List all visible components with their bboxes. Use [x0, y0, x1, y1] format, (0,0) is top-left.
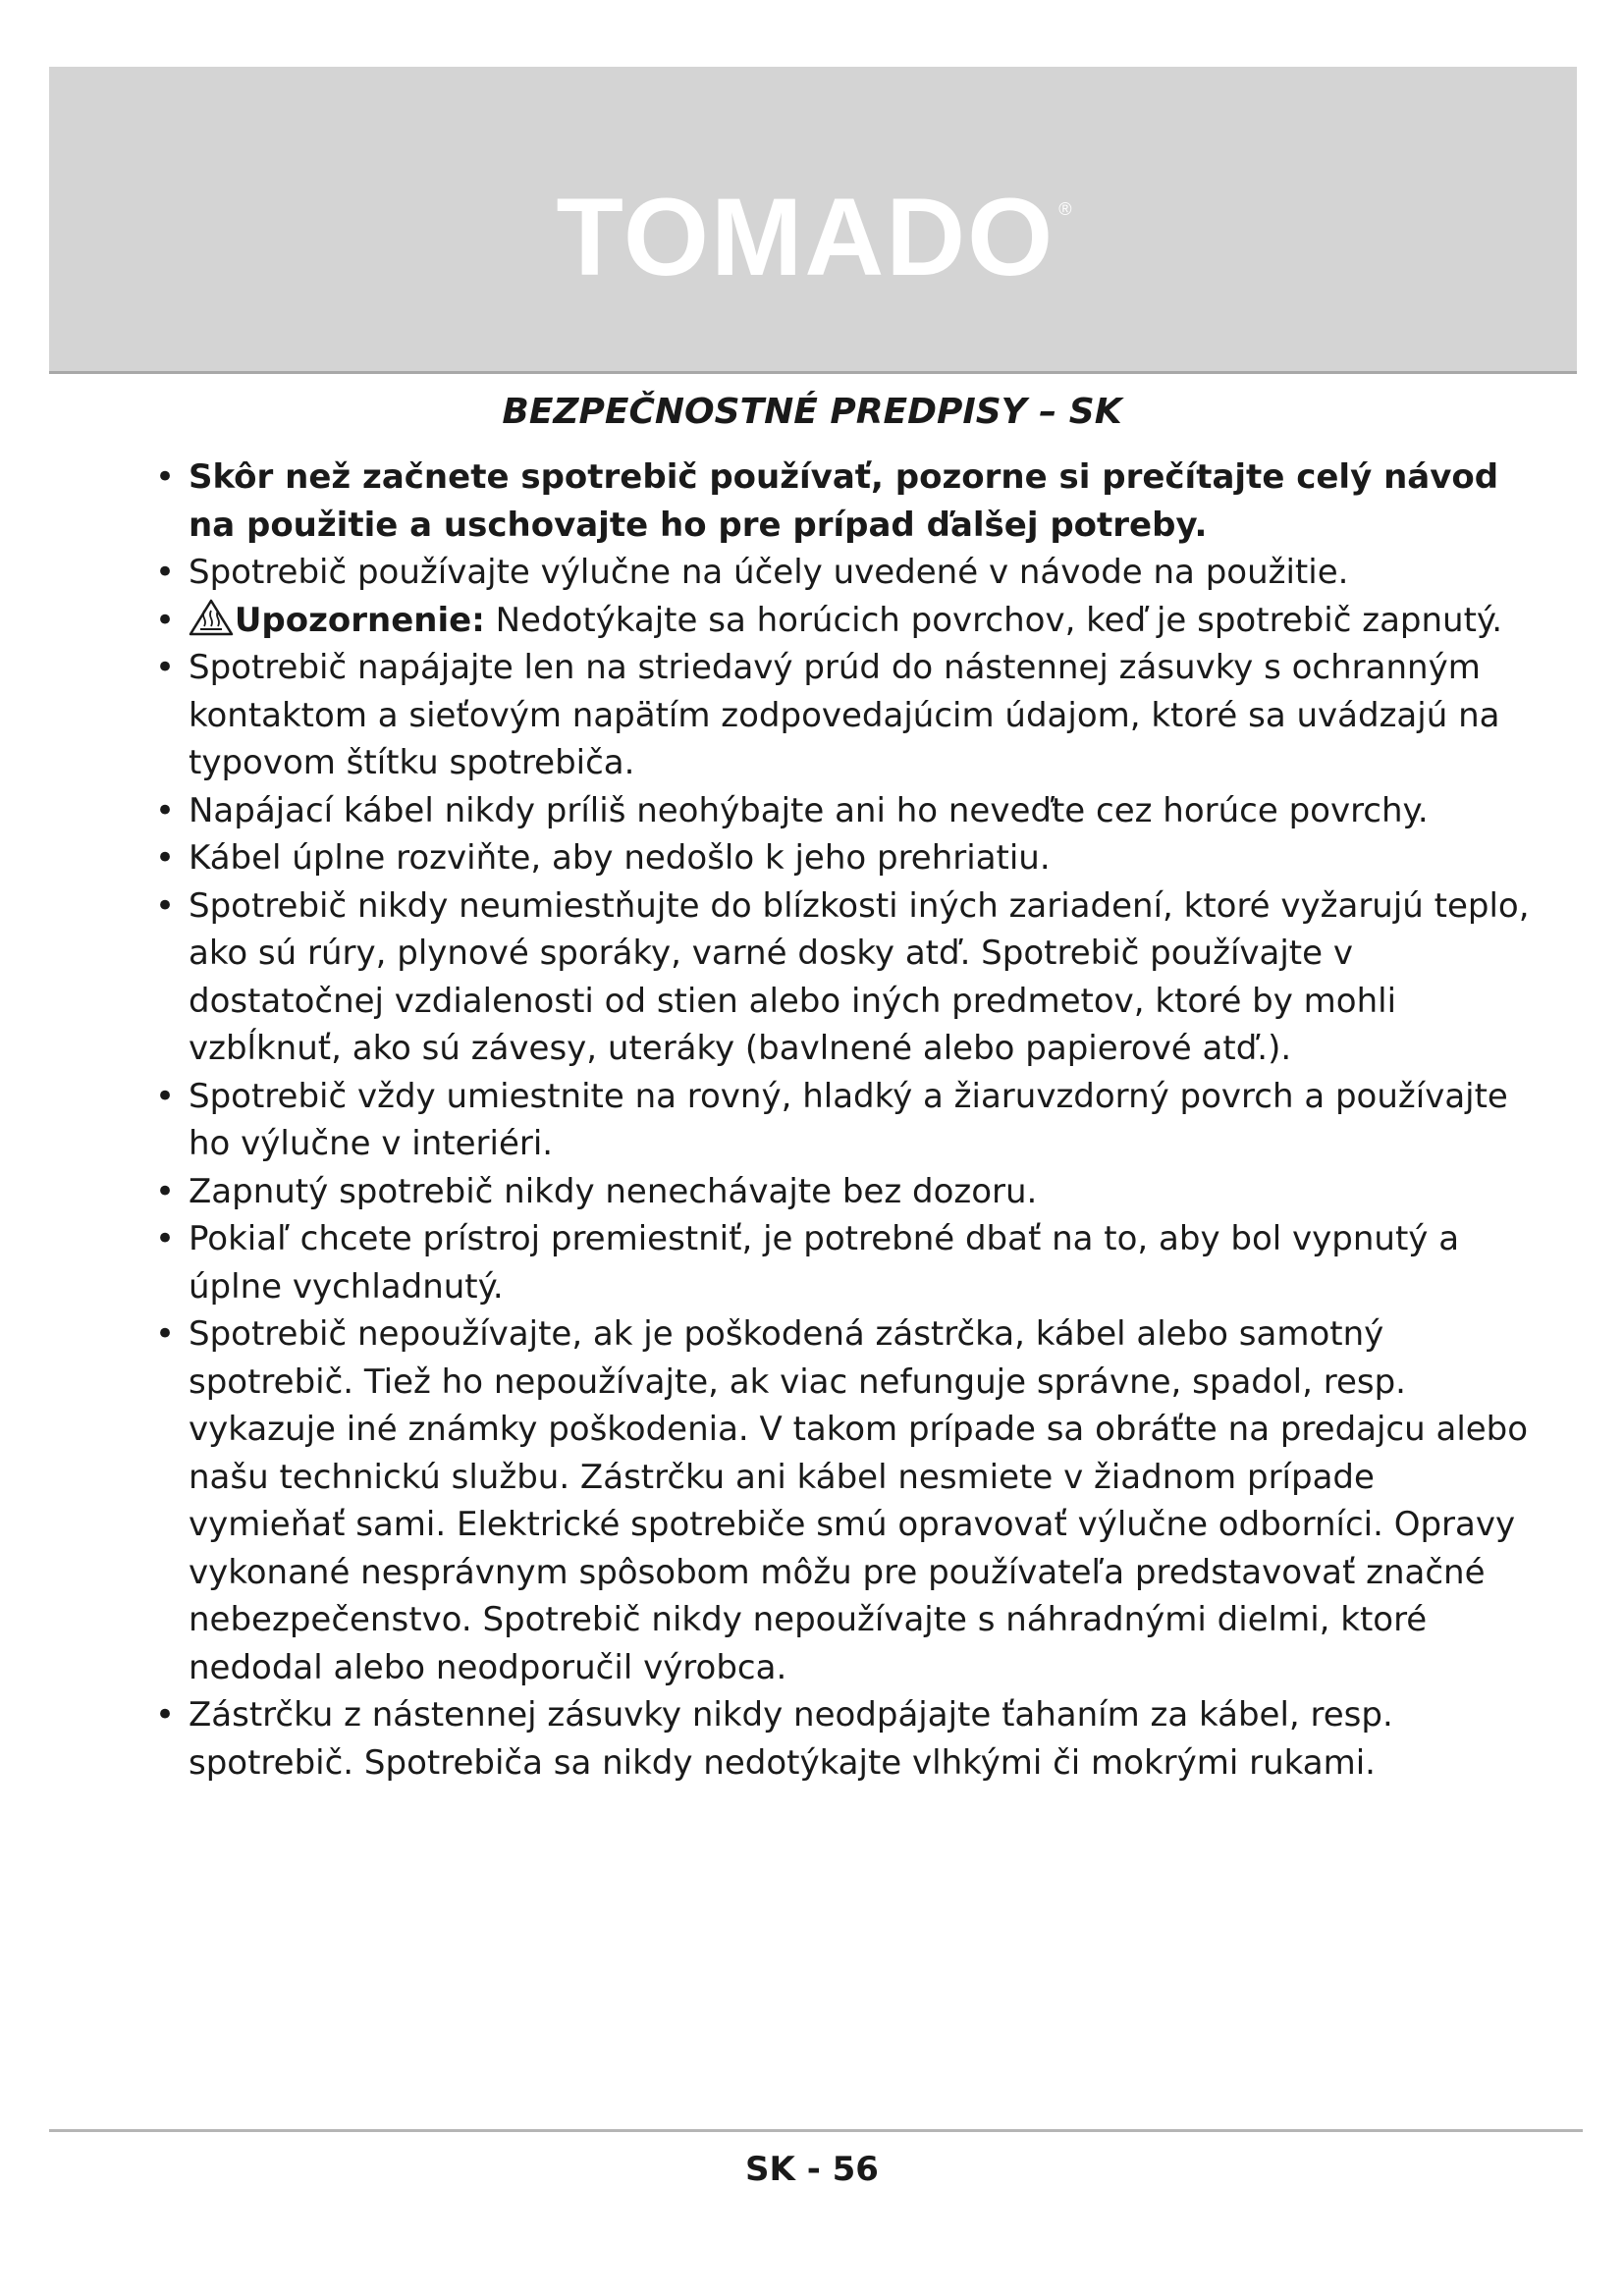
list-item [155, 1215, 1530, 1310]
bullet: • [155, 790, 176, 830]
rule-text: Spotrebič vždy umiestnite na rovný, hladký a žiaruvzdorný povrch a používajte ho výlučne v interiéri. [189, 1076, 1508, 1163]
brand-name: TOMADO [556, 176, 1056, 298]
rule-text: Spotrebič nikdy neumiestňujte do blízkosti iných zariadení, ktoré vyžarujú teplo, ako sú rúry, plynové sporáky, varné dosky atď. Spotrebič používajte v dostatočnej vzdialenosti od stien alebo iných predmetov, ktoré by mohli vzbĺknuť, ako sú závesy, uteráky (bavlnené alebo papierové atď.). [189, 885, 1530, 1068]
bullet: • [155, 600, 176, 640]
list-item [155, 644, 1530, 787]
list-item [155, 834, 1530, 882]
bullet: • [155, 1219, 176, 1258]
list-item [155, 454, 1530, 549]
rule-text: Spotrebič používajte výlučne na účely uvedené v návode na použitie. [189, 553, 1349, 592]
list-item [155, 1073, 1530, 1168]
rule-text: Napájací kábel nikdy príliš neohýbajte ani ho neveďte cez horúce povrchy. [189, 790, 1429, 830]
registered-mark: ® [1058, 199, 1074, 219]
brand-logo [49, 176, 1577, 298]
rule-text: Kábel úplne rozviňte, aby nedošlo k jeho prehriatiu. [189, 838, 1051, 878]
footer-divider [49, 2129, 1583, 2132]
rule-text: Skôr než začnete spotrebič používať, pozorne si prečítajte celý návod na použitie a uschovajte ho pre prípad ďalšej potreby. [189, 457, 1499, 545]
list-item [155, 1691, 1530, 1787]
rule-text: Pokiaľ chcete prístroj premiestniť, je potrebné dbať na to, aby bol vypnutý a úplne vychladnutý. [189, 1219, 1460, 1307]
bullet: • [155, 648, 176, 687]
list-item [155, 787, 1530, 835]
warning-text: Nedotýkajte sa horúcich povrchov, keď je spotrebič zapnutý. [484, 600, 1503, 640]
hot-surface-warning-icon [189, 598, 234, 637]
bullet: • [155, 553, 176, 592]
bullet: • [155, 457, 176, 497]
rule-text: Zástrčku z nástennej zásuvky nikdy neodpájajte ťahaním za kábel, resp. spotrebič. Spotrebiča sa nikdy nedotýkajte vlhkými či mokrými rukami. [189, 1695, 1393, 1783]
rule-text: Zapnutý spotrebič nikdy nenechávajte bez dozoru. [189, 1171, 1038, 1211]
bullet: • [155, 838, 176, 878]
list-item [155, 1310, 1530, 1691]
list-item-warning [155, 597, 1530, 645]
page-number: SK - 56 [745, 2150, 879, 2189]
section-title: BEZPEČNOSTNÉ PREDPISY – SK [502, 392, 1122, 432]
bullet: • [155, 1171, 176, 1211]
safety-rules-list [155, 454, 1530, 1787]
warning-label: Upozornenie: [234, 600, 485, 640]
bullet: • [155, 1314, 176, 1354]
list-item [155, 1168, 1530, 1216]
rule-text: Spotrebič napájajte len na striedavý prúd do nástennej zásuvky s ochranným kontaktom a sieťovým napätím zodpovedajúcim údajom, ktoré sa uvádzajú na typovom štítku spotrebiča. [189, 648, 1500, 782]
list-item [155, 549, 1530, 597]
bullet: • [155, 885, 176, 926]
bullet: • [155, 1076, 176, 1116]
header-band [49, 67, 1577, 374]
bullet: • [155, 1695, 176, 1735]
list-item [155, 882, 1530, 1073]
rule-text: Spotrebič nepoužívajte, ak je poškodená zástrčka, kábel alebo samotný spotrebič. Tiež ho nepoužívajte, ak viac nefunguje správne, spadol, resp. vykazuje iné známky poškodenia. V takom prípade sa obráťte na predajcu alebo našu technickú službu. Zástrčku ani kábel nesmiete v žiadnom prípade vymieňať sami. Elektrické spotrebiče smú opravovať výlučne odborníci. Opravy vykonané nesprávnym spôsobom môžu pre používateľa predstavovať značné nebezpečenstvo. Spotrebič nikdy nepoužívajte s náhradnými dielmi, ktoré nedodal alebo neodporučil výrobca. [189, 1314, 1529, 1687]
